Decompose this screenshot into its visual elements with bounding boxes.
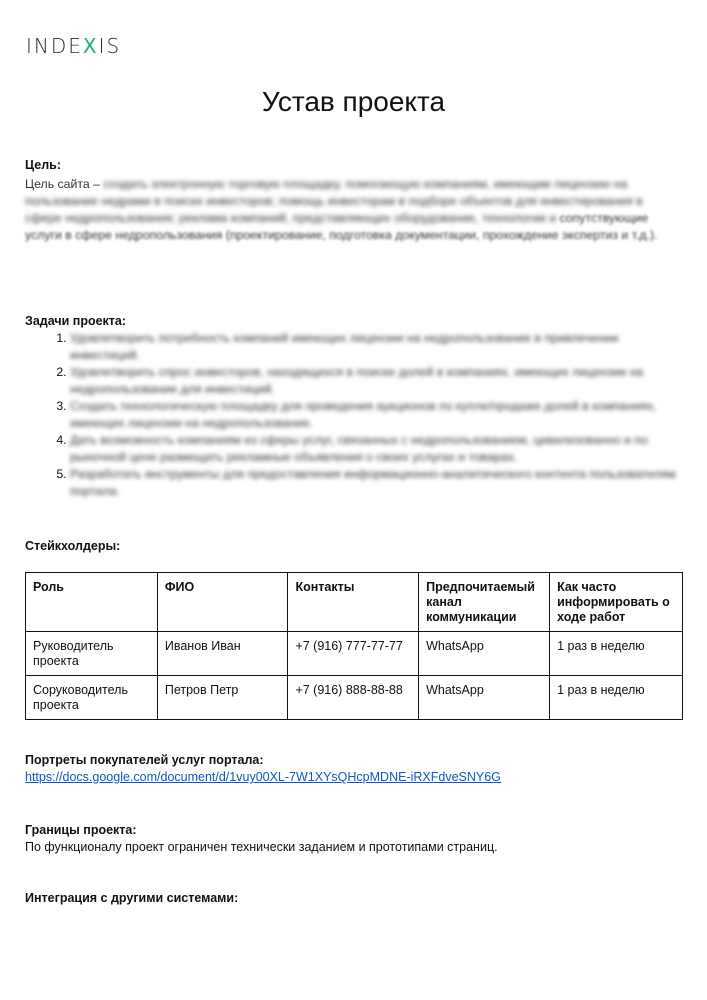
stakeholders-table [25, 572, 683, 720]
portraits-label: Портреты покупателей услуг портала: [25, 753, 264, 767]
header-frequency: Как часто информировать о ходе работ [550, 573, 683, 632]
integration-label: Интеграция с другими системами: [25, 891, 239, 905]
header-contacts: Контакты [288, 573, 419, 632]
header-name: ФИО [157, 573, 288, 632]
tasks-list [25, 330, 685, 500]
task-text: Удовлетворить потребность компаний имеющих лицензии на недропользование в привлечении инвестиций. [70, 331, 619, 362]
table-row [26, 676, 683, 720]
boundaries-label: Границы проекта: [25, 823, 137, 837]
task-text: Удовлетворить спрос инвесторов, находящихся в поиске долей в компаниях, имеющих лицензии на недропользование для инвестиций. [70, 365, 644, 396]
cell-name: Петров Петр [157, 676, 288, 720]
task-item [70, 398, 685, 432]
task-text: Разработать инструменты для предоставления информационно-аналитического контента пользователям портала. [70, 467, 676, 498]
cell-role: Соруководитель проекта [26, 676, 158, 720]
cell-channel: WhatsApp [419, 632, 550, 676]
table-header-row [26, 573, 683, 632]
cell-name: Иванов Иван [157, 632, 288, 676]
cell-role: Руководитель проекта [26, 632, 158, 676]
logo-x-mark: X [82, 34, 99, 58]
goal-text-end: сопутствующие услуги в сфере недропользования (проектирование, подготовка документации, прохождение экспертиз и т.д.). [25, 211, 658, 242]
task-text: Дать возможность компаниям из сферы услуг, связанных с недропользованием, цивилизованно и по рыночной цене размещать рекламные объявления о своих услугах и товарах. [70, 433, 648, 464]
goal-text [25, 176, 675, 244]
task-item [70, 364, 685, 398]
goal-text-start: Цель сайта – [25, 177, 104, 191]
task-item [70, 466, 685, 500]
stakeholders-label: Стейкхолдеры: [25, 539, 121, 553]
task-item [70, 432, 685, 466]
portraits-link[interactable]: https://docs.google.com/document/d/1vuy00XL-7W1XYsQHcpMDNE-iRXFdveSNY6G [25, 770, 501, 784]
header-channel: Предпочитаемый канал коммуникации [419, 573, 550, 632]
cell-frequency: 1 раз в неделю [550, 676, 683, 720]
task-item [70, 330, 685, 364]
task-text: Создать технологическую площадку для проведения аукционов по купле/продаже долей в компаниях, имеющих лицензии на недропользование. [70, 399, 657, 430]
cell-frequency: 1 раз в неделю [550, 632, 683, 676]
table-row [26, 632, 683, 676]
company-logo [26, 34, 121, 58]
logo-part-1: INDE [26, 34, 83, 58]
cell-channel: WhatsApp [419, 676, 550, 720]
logo-part-2: IS [98, 34, 122, 58]
page-title: Устав проекта [261, 86, 446, 117]
cell-contacts: +7 (916) 888-88-88 [288, 676, 419, 720]
header-role: Роль [26, 573, 158, 632]
boundaries-text: По функционалу проект ограничен технически заданием и прототипами страниц. [25, 840, 498, 854]
tasks-label: Задачи проекта: [25, 314, 127, 328]
goal-label: Цель: [25, 158, 62, 172]
goal-text-blurred: создать электронную торговую площадку, помогающую компаниям, имеющим лицензию на пользование недрами в поиске инвесторов; помощь инвесторам в подборе объектов для инвестирования в сфере недропользования; реклама компаний, представляющих оборудование, технологии и [25, 177, 643, 225]
cell-contacts: +7 (916) 777-77-77 [288, 632, 419, 676]
